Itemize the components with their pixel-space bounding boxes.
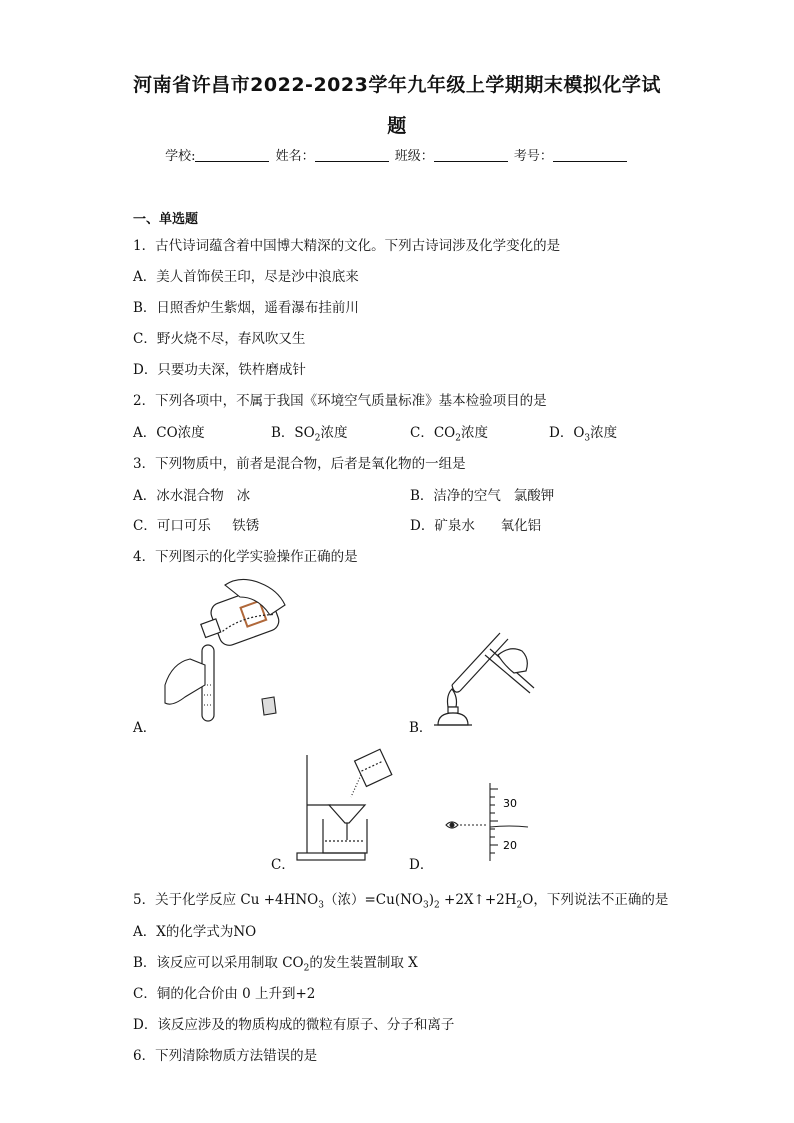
- figure-a-pouring-liquid: [160, 575, 290, 725]
- q2-stem: 2．下列各项中，不属于我国《环境空气质量标准》基本检验项目的是: [133, 393, 547, 409]
- q3-option-c: C．可口可乐 铁锈: [133, 518, 260, 534]
- cylinder-mark-30: 30: [503, 797, 517, 810]
- q1-option-d: D．只要功夫深，铁杵磨成针: [133, 362, 306, 378]
- class-label: 班级：: [394, 149, 434, 164]
- name-label: 姓名：: [275, 149, 315, 164]
- figure-c-filtration: [295, 745, 395, 865]
- cylinder-mark-20: 20: [503, 839, 517, 852]
- section-title: 一、单选题: [133, 212, 199, 227]
- q5-option-b: B．该反应可以采用制取 $CO_2$的发生装置制取 X: [133, 955, 418, 974]
- q1-option-c: C．野火烧不尽，春风吹又生: [133, 331, 306, 347]
- figure-d-reading-cylinder: [440, 775, 530, 865]
- student-info-row: [0, 145, 794, 164]
- q2-option-c: C．$CO_2$浓度: [410, 425, 488, 444]
- exam-title-line1: 河南省许昌市2022-2023学年九年级上学期期末模拟化学试: [133, 74, 661, 96]
- q5-option-c: C．铜的化合价由 0 上升到+2: [133, 986, 316, 1002]
- q3-option-d: D．矿泉水 氧化铝: [410, 518, 542, 534]
- q4-label-d: D．: [409, 857, 434, 873]
- q4-label-b: B．: [409, 720, 433, 736]
- q5-option-d: D．该反应涉及的物质构成的微粒有原子、分子和离子: [133, 1017, 455, 1033]
- q2-option-d: D．$O_3$浓度: [549, 425, 618, 444]
- q3-stem: 3．下列物质中，前者是混合物，后者是氧化物的一组是: [133, 456, 466, 472]
- q1-option-a: A．美人首饰侯王印，尽是沙中浪底来: [133, 269, 359, 285]
- q6-stem: 6．下列清除物质方法错误的是: [133, 1048, 318, 1064]
- q1-stem: 1．古代诗词蕴含着中国博大精深的文化。下列古诗词涉及化学变化的是: [133, 238, 561, 254]
- q1-option-b: B．日照香炉生紫烟，遥看瀑布挂前川: [133, 300, 359, 316]
- q2-option-b: B．$SO_2$浓度: [271, 425, 348, 444]
- school-label: 学校:: [165, 149, 196, 164]
- q3-option-a: A．冰水混合物 冰: [133, 488, 251, 504]
- q4-label-a: A．: [133, 720, 157, 736]
- number-label: 考号：: [513, 149, 553, 164]
- name-blank[interactable]: [315, 147, 389, 162]
- exam-title-line2: 题: [387, 115, 407, 137]
- q2-option-a: A．CO浓度: [133, 425, 205, 441]
- q3-option-b: B．洁净的空气 氯酸钾: [410, 488, 555, 504]
- q4-label-c: C．: [271, 857, 295, 873]
- q5-option-a: A．X的化学式为NO: [133, 924, 257, 940]
- school-blank[interactable]: [195, 147, 269, 162]
- q5-stem: 5．关于化学反应 $Cu +4HNO_3$（浓）$=Cu(NO_3)_2$ $+2X↑+2H_2O$，下列说法不正确的是: [133, 892, 669, 911]
- class-blank[interactable]: [434, 147, 508, 162]
- q4-stem: 4．下列图示的化学实验操作正确的是: [133, 549, 358, 565]
- number-blank[interactable]: [553, 147, 627, 162]
- figure-b-heating-tube: [430, 625, 550, 735]
